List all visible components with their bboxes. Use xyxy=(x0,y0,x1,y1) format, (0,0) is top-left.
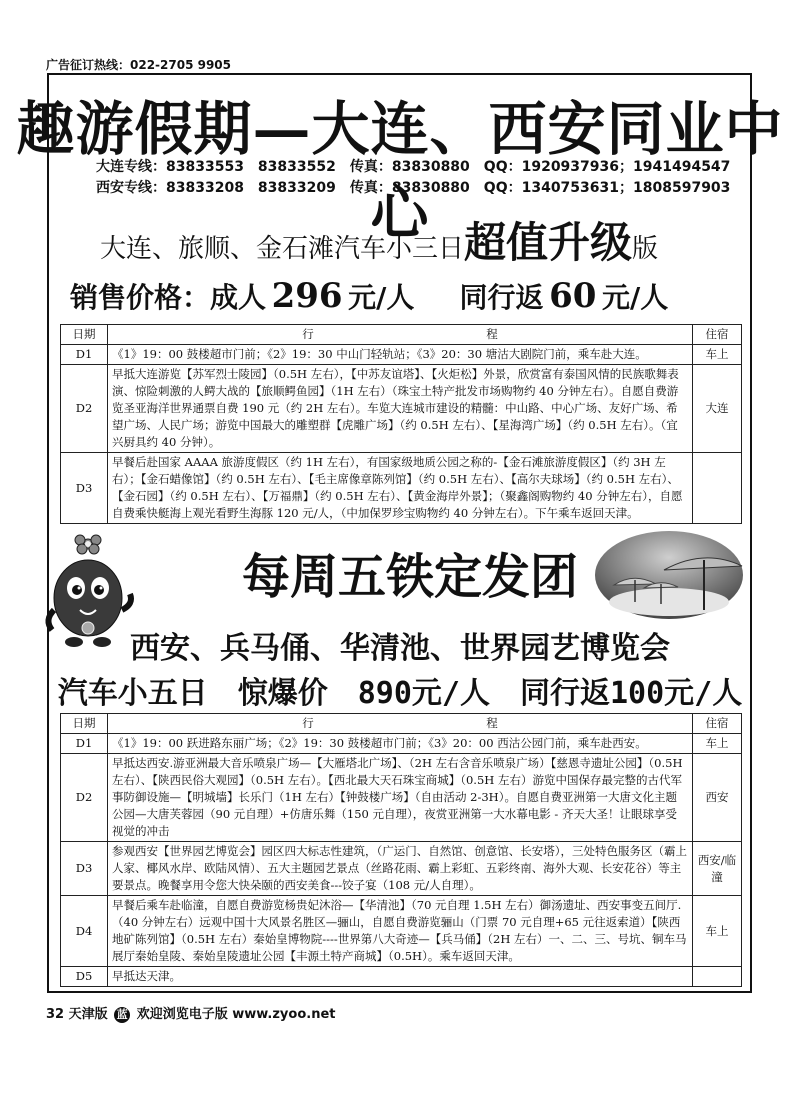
row-day: D5 xyxy=(61,967,108,987)
row-stay: 车上 xyxy=(693,345,742,365)
xian-contact: 西安专线：83833208 83833209 传真：83830880 QQ：1340753631；1808597903 xyxy=(96,180,731,196)
rebate-label: 同行返 xyxy=(459,281,544,314)
row-text: 参观西安【世界园艺博览会】园区四大标志性建筑，（广运门、自然馆、创意馆、长安塔），三处特色服务区（霸上人家、椰风水岸、欧陆风情）、五大主题园艺景点（丝路花雨、霸上彩虹、五彩终南、海外大观、长安花谷）等主要景点。晚餐享用令您大快朵颐的西安美食---饺子宴（108 元/人自理）。 xyxy=(108,842,693,896)
row-day: D1 xyxy=(61,345,108,365)
ad-hotline: 广告征订热线：022-2705 9905 xyxy=(46,58,232,72)
table-row xyxy=(61,345,742,365)
row-text: 早餐后赴国家 AAAA 旅游度假区（约 1H 左右），有国家级地质公园之称的-【金石滩旅游度假区】（约 3H 左右）；【金石蜡像馆】（约 0.5H 左右）、【毛主席像章陈列馆】（约 0.5H 左右）、【高尔夫球场】（约 0.5H 左右）、【金石园】（约 0.5H 左右）、【万福鼎】（约 0.5H 左右）、【黄金海岸外景】；（聚鑫阁购物约 40 分钟左右），自愿自费乘快艇海上观光看野生海豚 120 元/人，（中加保罗珍宝购物约 40 分钟左右）。下午乘车返回天津。 xyxy=(108,453,693,524)
table-row xyxy=(61,842,742,896)
tour2-route: 西安、兵马俑、华清池、世界园艺博览会 xyxy=(130,631,670,666)
row-text: 早抵大连游览【苏军烈士陵园】（0.5H 左右），【中苏友谊塔】、【火炬松】外景，欣赏富有泰国风情的民族歌舞表演、惊险刺激的人鳄大战的【旅顺鳄鱼园】（1H 左右）（珠宝土特产批发市场购物约 40 分钟左右）。自愿自费游览圣亚海洋世界通票自费 190 元（约 2H 左右）。车览大连城市建设的精髓：中山路、中心广场、友好广场、希望广场、人民广场；游览中国最大的雕塑群【虎雕广场】（约 0.5H 左右）、【星海湾广场】（约 0.5H 左右）。（宜兴厨具约 40 分钟）。 xyxy=(108,365,693,453)
weekly-departure: 每周五铁定发团 xyxy=(241,549,578,605)
table-row xyxy=(61,734,742,754)
header-day: 日期 xyxy=(61,325,108,345)
headline: 趣游假期—大连、西安同业中心 xyxy=(16,95,784,247)
header-stay: 住宿 xyxy=(693,325,742,345)
row-day: D1 xyxy=(61,734,108,754)
edition-badge: 蓝 xyxy=(114,1007,130,1023)
beach-photo xyxy=(594,530,744,620)
row-day: D2 xyxy=(61,365,108,453)
tour1-subtitle-highlight: 超值升级 xyxy=(464,218,633,267)
row-stay xyxy=(693,453,742,524)
row-stay: 西安 xyxy=(693,754,742,842)
tour1-price xyxy=(70,276,668,316)
row-text: 早抵达天津。 xyxy=(108,967,693,987)
table-row xyxy=(61,754,742,842)
row-text: 《1》19：00 跃进路东丽广场；《2》19：30 鼓楼超市门前；《3》20：00 西沽公园门前，乘车赴西安。 xyxy=(108,734,693,754)
row-stay: 西安/临潼 xyxy=(693,842,742,896)
tour1-itinerary-table xyxy=(60,324,742,524)
row-stay xyxy=(693,967,742,987)
header-trip: 行 程 xyxy=(108,714,693,734)
price-value: 296 xyxy=(271,276,343,316)
header-day: 日期 xyxy=(61,714,108,734)
row-text: 早餐后乘车赴临潼，自愿自费游览杨贵妃沐浴—【华清池】（70 元自理 1.5H 左右）御汤遗址、西安事变五间厅.（40 分钟左右）远观中国十大风景名胜区—骊山，自愿自费游览骊山（门票 70 元自理+65 元往返索道）【陕西地矿陈列馆】（0.5H 左右）秦始皇博物院----世界第八大奇迹—【兵马俑】（2H 左右）一、二、三、号坑、铜车马展厅秦始皇陵、秦始皇陵遗址公园【丰源土特产商城】（0.5H）。乘车返回天津。 xyxy=(108,896,693,967)
table-row xyxy=(61,453,742,524)
row-text: 《1》19：00 鼓楼超市门前；《2》19：30 中山门轻轨站；《3》20：30 塘沽大剧院门前，乘车赴大连。 xyxy=(108,345,693,365)
page-footer xyxy=(46,1003,335,1023)
tour1-subtitle-suffix: 版 xyxy=(632,234,659,264)
tour2-itinerary-table xyxy=(60,713,742,987)
row-text: 早抵达西安.游亚洲最大音乐喷泉广场—【大雁塔北广场】、（2H 左右含音乐喷泉广场）【慈恩寺遗址公园】（0.5H 左右）、【陕西民俗大观园】（0.5H 左右）。【西北最大天石珠宝商城】（0.5H 左右）游览中国保存最完整的古代军事防御设施—【明城墙】长乐门（1H 左右）【钟鼓楼广场】（自由活动 2-3H）。自愿自费亚洲第一大唐文化主题公园—大唐芙蓉园（90 元自理）+仿唐乐舞（150 元自理），夜赏亚洲第一大水幕电影 - 齐天大圣！让眼球享受视觉的冲击 xyxy=(108,754,693,842)
row-stay: 车上 xyxy=(693,734,742,754)
rebate-unit: 元/人 xyxy=(602,281,669,314)
table-header xyxy=(61,714,742,734)
row-stay: 大连 xyxy=(693,365,742,453)
tour1-subtitle-text: 大连、旅顺、金石滩汽车小三日 xyxy=(100,234,465,264)
table-row xyxy=(61,365,742,453)
rebate-value: 60 xyxy=(549,276,597,316)
row-day: D2 xyxy=(61,754,108,842)
table-header xyxy=(61,325,742,345)
tour1-subtitle xyxy=(100,210,658,270)
price-label: 销售价格：成人 xyxy=(70,281,267,314)
row-day: D3 xyxy=(61,842,108,896)
table-row xyxy=(61,967,742,987)
page-number: 32 天津版 xyxy=(46,1007,108,1022)
row-day: D3 xyxy=(61,453,108,524)
header-stay: 住宿 xyxy=(693,714,742,734)
row-day: D4 xyxy=(61,896,108,967)
header-trip: 行 程 xyxy=(108,325,693,345)
price-unit: 元/人 xyxy=(348,281,415,314)
footer-link-text[interactable]: 欢迎浏览电子版 www.zyoo.net xyxy=(136,1007,336,1022)
row-stay: 车上 xyxy=(693,896,742,967)
tour2-price: 汽车小五日 惊爆价 890元/人 同行返100元/人 xyxy=(57,676,743,711)
dalian-contact: 大连专线：83833553 83833552 传真：83830880 QQ：1920937936；1941494547 xyxy=(96,159,731,175)
table-row xyxy=(61,896,742,967)
